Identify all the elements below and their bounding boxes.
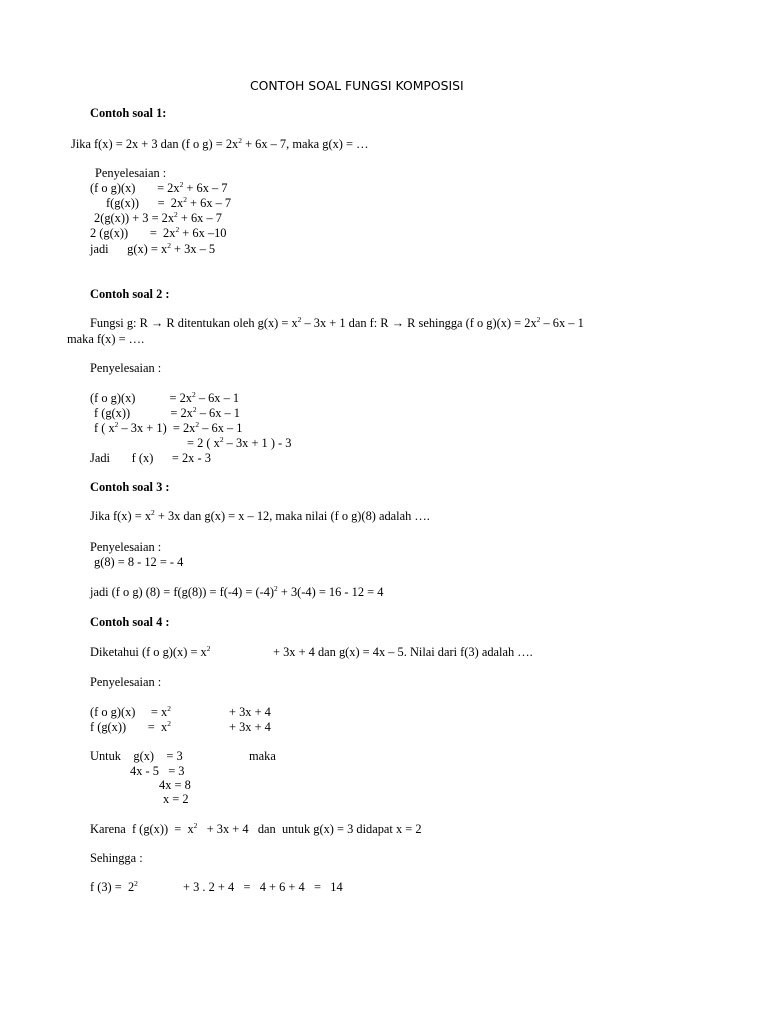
soal1-step-4: 2 (g(x)) = $2x^2 + 6x$ –10 — [90, 225, 227, 240]
soal4-sehingga: Sehingga : — [90, 851, 143, 865]
soal3-step-1: g(8) = 8 - 12 = - 4 — [94, 555, 184, 569]
soal2-step-4: = 2 ( $x^2 - 3x + 1$ ) - 3 — [187, 435, 292, 450]
soal2-question-line1: Fungsi g: R → R ditentukan oleh $g(x) = x^2 - 3x + 1$ dan f: R → R sehingga (f o $g)(x) = 2x^2 - 6x - 1$ — [90, 315, 584, 330]
soal1-penyelesaian-label: Penyelesaian : — [95, 166, 167, 180]
soal2-heading: Contoh soal 2 : — [90, 287, 170, 301]
soal3-heading: Contoh soal 3 : — [90, 480, 170, 494]
soal1-step-3: $2(g(x)) + 3 = 2x^2 + 6x - 7$ — [94, 210, 222, 225]
soal4-question-part2: + 3x + 4 dan g(x) = 4x – 5. Nilai dari f(3) adalah …. — [273, 645, 533, 659]
soal4-step-6: x = 2 — [163, 792, 189, 806]
soal4-step-3-left: Untuk g(x) = 3 — [90, 749, 183, 763]
soal2-step-1: (f o g)(x) = $2x^2 - 6x - 1$ — [90, 390, 240, 405]
soal4-question-part1: Diketahui (f o $g)(x) = x^2$ — [90, 644, 211, 659]
soal4-final-right: + 3 . 2 + 4 = 4 + 6 + 4 = 14 — [183, 880, 343, 894]
soal2-penyelesaian-label: Penyelesaian : — [90, 361, 162, 375]
soal4-step-4: 4x - 5 = 3 — [130, 764, 185, 778]
soal2-step-2: f (g(x)) = $2x^2 - 6x - 1$ — [94, 405, 240, 420]
soal2-step-3: f ( $x^2 - 3x + 1) = 2x^2 - 6x - 1$ — [94, 420, 243, 435]
document-title: CONTOH SOAL FUNGSI KOMPOSISI — [250, 78, 464, 93]
soal4-step-2-left: f (g(x)) = $x^2$ — [90, 719, 171, 734]
soal4-step-3-right: maka — [249, 749, 276, 763]
soal4-heading: Contoh soal 4 : — [90, 615, 170, 629]
soal3-question: Jika $f(x) = x^2 + 3x$ dan g(x) = x – 12, maka nilai (f o g)(8) adalah …. — [90, 508, 430, 523]
soal1-question: Jika f(x) = 2x + 3 dan (f o $g) = 2x^2 + 6x - 7$, maka g(x) = … — [71, 136, 369, 151]
soal1-step-2: f(g(x)) = $2x^2 + 6x - 7$ — [106, 195, 232, 210]
soal4-final-left: f $(3) = 2^2$ — [90, 879, 138, 894]
soal4-penyelesaian-label: Penyelesaian : — [90, 675, 162, 689]
soal3-penyelesaian-label: Penyelesaian : — [90, 540, 162, 554]
soal4-step-2-right: + 3x + 4 — [229, 720, 271, 734]
soal4-step-5: 4x = 8 — [159, 778, 191, 792]
soal1-heading: Contoh soal 1: — [90, 106, 167, 120]
soal4-step-1-right: + 3x + 4 — [229, 705, 271, 719]
soal2-conclusion: Jadi f (x) = 2x - 3 — [90, 451, 211, 465]
soal4-step-7: Karena f $(g(x)) = x^2 + 3x + 4$ dan untuk g(x) = 3 didapat x = 2 — [90, 821, 422, 836]
soal1-step-1: (f o g)(x) = $2x^2 + 6x - 7$ — [90, 180, 228, 195]
soal3-conclusion: jadi (f o g) $(8) = f(g(8)) = f(-4) = (-4)^2 + 3(-4) = 16 - 12 = 4$ — [90, 584, 384, 599]
soal2-question-line2: maka f(x) = …. — [67, 332, 145, 346]
soal1-conclusion: jadi $g(x) = x^2 + 3x - 5$ — [90, 241, 216, 256]
soal4-step-1-left: (f o g)(x) = $x^2$ — [90, 704, 171, 719]
